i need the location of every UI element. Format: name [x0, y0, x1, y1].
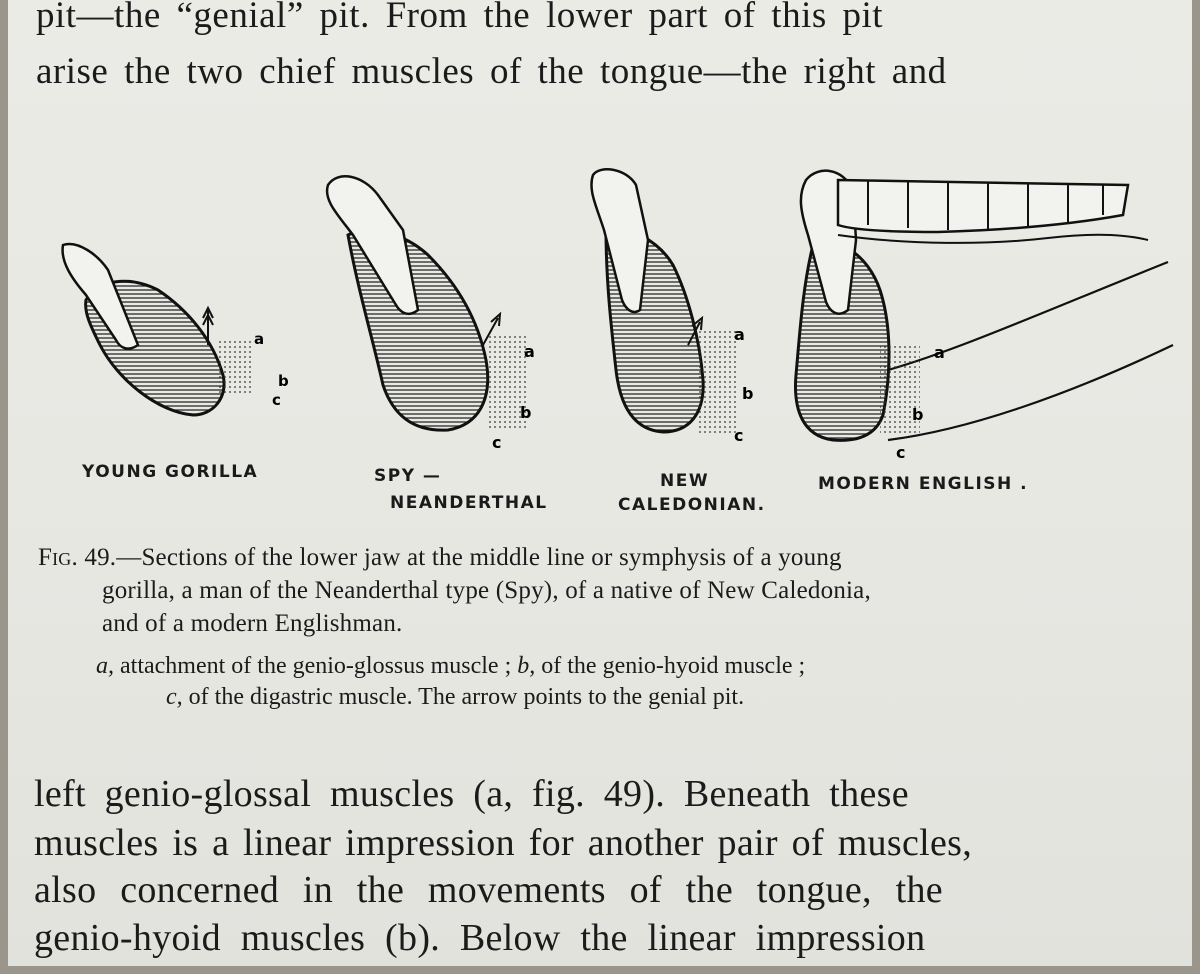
legend-text-b: of the genio-hyoid muscle ; [535, 653, 806, 679]
legend-key-c: c, [166, 684, 183, 710]
spy-neanderthal-jaw [327, 176, 528, 430]
marker-a: a [734, 325, 745, 344]
marker-a: a [934, 343, 945, 362]
figure-caption-line-3: and of a modern Englishman. [102, 610, 403, 637]
book-page [8, 0, 1192, 966]
figure-number: Fig. 49. [38, 544, 117, 571]
marker-b: b [520, 403, 532, 422]
marker-c: c [492, 433, 502, 452]
marker-c: c [272, 391, 281, 409]
new-caledonian-jaw [591, 169, 736, 435]
bottom-paragraph-line-4: genio-hyoid muscles (b). Below the linear impression [34, 917, 926, 959]
label-caledonian: CALEDONIAN. [618, 495, 766, 515]
marker-c: c [734, 426, 744, 445]
label-modern-english: MODERN ENGLISH . [818, 474, 1029, 494]
figure-legend-line-1 [96, 653, 805, 680]
legend-text-c: of the digastric muscle. The arrow points to the genial pit. [182, 684, 745, 710]
label-young-gorilla: YOUNG GORILLA [82, 462, 259, 482]
marker-b: b [912, 405, 924, 424]
top-paragraph-line-2: arise the two chief muscles of the tongue—the right and [36, 51, 947, 92]
figure-caption-line-2: gorilla, a man of the Neanderthal type (Spy), of a native of New Caledonia, [102, 577, 871, 604]
bottom-paragraph-line-2: muscles is a linear impression for another pair of muscles, [34, 822, 973, 864]
figure-legend-line-2 [166, 684, 744, 711]
figure-caption-line-1 [38, 544, 842, 572]
marker-b: b [278, 372, 289, 390]
top-paragraph-line-1: pit—the “genial” pit. From the lower part of this pit [36, 0, 884, 36]
legend-text-a: attachment of the genio-glossus muscle ; [114, 653, 518, 679]
young-gorilla-jaw [63, 244, 253, 415]
marker-c: c [896, 443, 906, 462]
caption-text: —Sections of the lower jaw at the middle line or symphysis of a young [116, 544, 842, 571]
bottom-paragraph-line-3: also concerned in the movements of the tongue, the [34, 869, 943, 911]
teeth-row [838, 180, 1128, 232]
jaw-sections-figure [8, 0, 1192, 520]
legend-key-b: b, [517, 653, 536, 679]
modern-english-jaw [795, 171, 1173, 441]
marker-a: a [524, 342, 535, 361]
bottom-paragraph-line-1: left genio-glossal muscles (a, fig. 49). Beneath these [34, 773, 909, 815]
marker-a: a [254, 330, 265, 348]
legend-key-a: a, [96, 653, 114, 679]
label-neanderthal: NEANDERTHAL [390, 493, 548, 513]
marker-b: b [742, 384, 754, 403]
label-new: NEW [660, 471, 710, 491]
label-spy: SPY — [374, 466, 442, 486]
